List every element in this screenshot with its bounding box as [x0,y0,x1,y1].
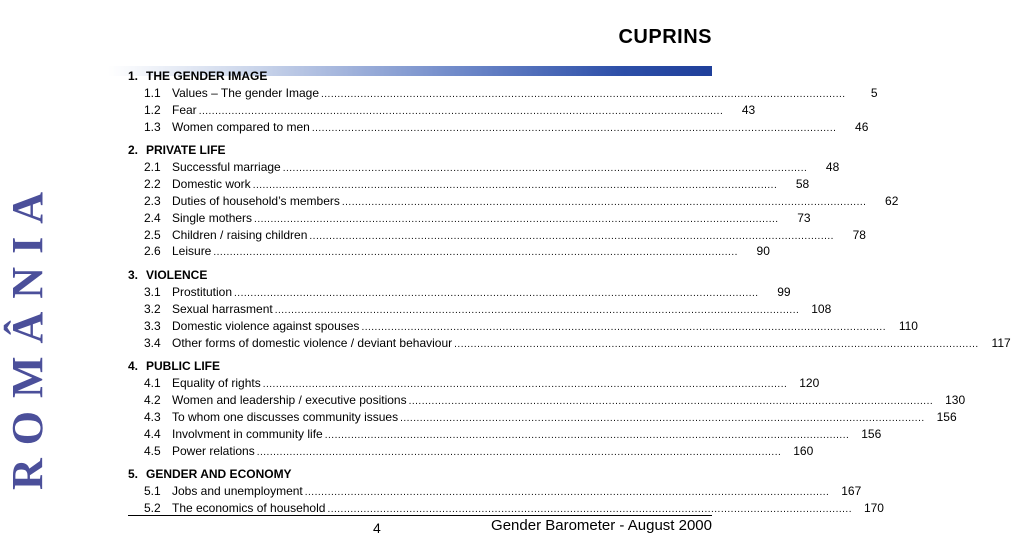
toc-entry [128,176,810,193]
toc-entry-title: Leisure [172,244,212,259]
toc-entry [128,409,957,426]
toc-section-number: 4. [128,359,139,374]
toc-entry-number: 3.3 [144,318,161,333]
toc-section-title: THE GENDER IMAGE [146,69,268,83]
toc-entry-title: To whom one discusses community issues [172,409,399,424]
toc-entry-dot-leader: ................................................................................................................................................................ [408,396,934,408]
toc-entry-page: 73 [797,210,811,225]
toc-entry [128,443,814,460]
toc-section [128,267,1011,351]
toc-entry-title: Fear [172,102,197,117]
page-number: 4 [373,520,381,536]
toc-entry-page: 117 [991,335,1011,350]
toc-entry-page: 167 [841,484,862,499]
toc-entry [128,85,878,102]
toc-entry-title: Sexual harrasment [172,301,273,316]
toc-entry [128,483,862,500]
toc-entry-number: 2.1 [144,160,161,175]
toc-entry [128,227,866,244]
footer-title: Gender Barometer - August 2000 [491,517,712,534]
toc-entry-page: 160 [793,443,814,458]
toc-entry [128,243,770,260]
toc-entry-page: 108 [811,301,832,316]
toc-entry-number: 2.5 [144,227,161,242]
toc-entry-title: Equality of rights [172,376,261,391]
toc-entry-page: 58 [795,177,810,192]
toc-section-heading [128,68,658,85]
toc-section-number: 2. [128,143,139,158]
toc-entry [128,284,791,301]
toc-entry-dot-leader: ................................................................................................................................................................ [324,429,850,441]
toc-entry-title: Successful marriage [172,160,281,175]
toc-section-title: GENDER AND ECONOMY [146,467,292,482]
toc-entry-dot-leader: ................................................................................................................................................................ [213,247,738,259]
toc-entry [128,193,899,210]
toc-section-number: 3. [128,268,139,283]
side-vertical-title-text: ROMÂNIA [3,179,52,490]
toc-entry [128,426,882,443]
toc-entry-title: Jobs and unemployment [172,484,303,499]
toc-entry-dot-leader: ................................................................................................................................................................ [327,504,852,516]
toc-entry-number: 1.3 [144,119,161,134]
toc-entry [128,102,756,119]
toc-section-title: PRIVATE LIFE [146,143,226,158]
toc-entry-number: 4.1 [144,376,161,391]
toc-section-title: VIOLENCE [146,268,208,283]
toc-entry-number: 3.2 [144,301,161,316]
toc-entry [128,210,811,227]
toc-entry [128,392,966,409]
toc-entry-page: 5 [870,86,878,100]
table-of-contents [128,68,1011,524]
toc-entry [128,301,832,318]
toc-entry-dot-leader: ................................................................................................................................................................ [309,230,834,242]
toc-entry-title: Prostitution [172,285,233,300]
toc-entry-number: 1.1 [144,86,161,100]
toc-section-heading [128,267,658,284]
toc-entry-dot-leader: ................................................................................................................................................................ [454,338,979,350]
toc-entry-page: 43 [741,102,756,117]
toc-entry-title: Children / raising children [172,227,308,242]
toc-entry-page: 110 [898,318,918,333]
page-title: CUPRINS [618,26,712,48]
toc-entry [128,119,869,136]
toc-entry-number: 2.6 [144,244,161,259]
toc-entry-title: Women compared to men [172,119,310,134]
toc-entry-title: Single mothers [172,210,253,225]
toc-section [128,142,899,260]
toc-entry-dot-leader: ................................................................................................................................................................ [274,304,800,316]
toc-entry-page: 130 [945,393,966,408]
toc-entry-dot-leader: ................................................................................................................................................................ [254,213,779,225]
toc-entry-dot-leader: ................................................................................................................................................................ [341,196,867,208]
toc-section-heading [128,358,658,375]
toc-entry-page: 156 [936,409,957,424]
toc-entry-page: 48 [825,160,840,175]
toc-entry [128,375,820,392]
toc-entry-title: The economics of household [172,501,326,516]
toc-entry-dot-leader: ................................................................................................................................................................ [400,412,925,424]
toc-section-heading [128,466,658,483]
toc-entry-number: 2.4 [144,210,161,225]
toc-entry-number: 4.2 [144,393,161,408]
toc-entry-title: Other forms of domestic violence / deviant behaviour [172,335,453,350]
toc-entry-title: Duties of household’s members [172,193,340,208]
toc-section [128,466,884,517]
toc-section-title: PUBLIC LIFE [146,359,220,374]
side-vertical-title [3,30,52,490]
toc-entry-page: 62 [885,193,899,208]
toc-entry-dot-leader: ................................................................................................................................................................ [282,163,808,175]
toc-entry [128,159,840,176]
toc-entry-number: 5.2 [144,501,161,516]
toc-entry-dot-leader: ................................................................................................................................................................ [262,379,788,391]
toc-entry-dot-leader: ................................................................................................................................................................ [256,446,782,458]
toc-entry-title: Involvment in community life [172,426,323,441]
toc-entry-title: Women and leadership / executive positions [172,393,407,408]
toc-entry-number: 2.3 [144,193,161,208]
toc-section-number: 1. [128,69,139,83]
toc-entry-title: Power relations [172,443,255,458]
toc-entry-number: 4.4 [144,426,161,441]
toc-entry-title: Domestic violence against spouses [172,318,360,333]
toc-section-number: 5. [128,467,139,482]
toc-entry-number: 1.2 [144,102,161,117]
toc-entry-number: 3.1 [144,285,161,300]
footer-divider [128,515,712,516]
toc-entry-page: 90 [756,244,770,259]
toc-section-heading [128,142,658,159]
toc-section [128,358,966,459]
toc-entry-page: 170 [863,501,884,516]
toc-entry-title: Values – The gender Image [172,86,319,100]
toc-entry-dot-leader: ................................................................................................................................................................ [234,288,759,300]
toc-entry-page: 99 [777,285,791,300]
toc-entry-dot-leader: ................................................................................................................................................................ [321,89,846,100]
toc-entry-page: 46 [855,119,869,134]
toc-entry-number: 5.1 [144,484,161,499]
toc-entry-dot-leader: ................................................................................................................................................................ [198,105,724,117]
toc-entry-dot-leader: ................................................................................................................................................................ [361,321,886,333]
toc-entry-number: 3.4 [144,335,161,350]
toc-entry-dot-leader: ................................................................................................................................................................ [311,122,837,134]
toc-entry-number: 2.2 [144,177,161,192]
toc-entry [128,318,918,335]
toc-entry-page: 156 [861,426,882,441]
toc-entry-number: 4.3 [144,409,161,424]
toc-entry-number: 4.5 [144,443,161,458]
toc-entry-page: 78 [852,227,866,242]
toc-entry-dot-leader: ................................................................................................................................................................ [304,487,830,499]
side-vertical-title-graphic [3,30,52,490]
toc-entry-title: Domestic work [172,177,251,192]
toc-entry-page: 120 [799,376,820,391]
toc-entry [128,335,1011,352]
toc-section [128,68,878,135]
toc-entry-dot-leader: ................................................................................................................................................................ [252,180,778,192]
